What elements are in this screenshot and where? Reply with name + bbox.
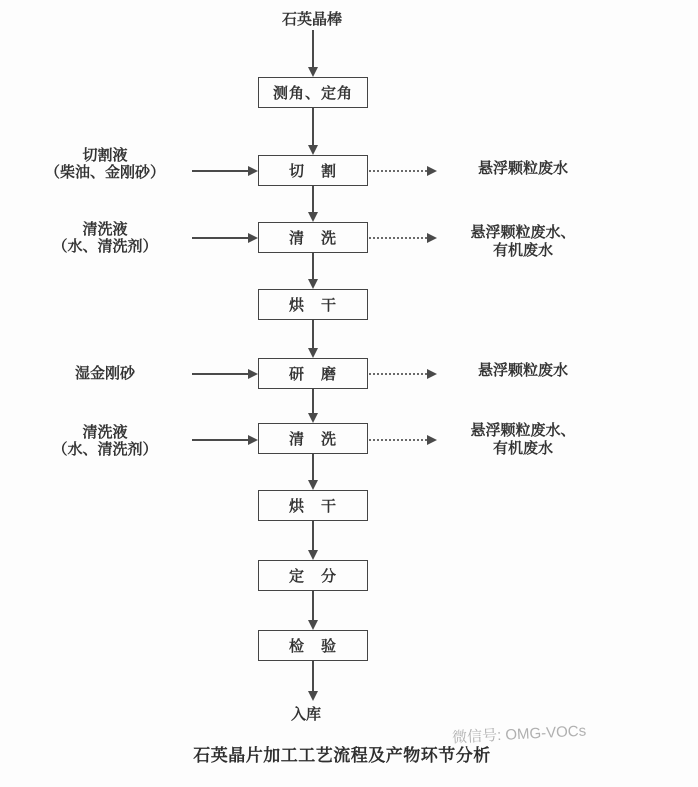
process-box-label: 测角、定角	[272, 85, 353, 102]
arrow-shaft	[192, 439, 248, 441]
arrow-down	[306, 591, 320, 630]
arrow-shaft	[192, 170, 248, 172]
input-label-wet-emery	[25, 365, 185, 382]
arrow-down	[306, 661, 320, 701]
end-node-label: 入库	[290, 706, 321, 723]
input-label-cutting-fluid	[25, 147, 185, 181]
input-label-cleaning-fluid-2	[25, 424, 185, 458]
dotted-arrow-right	[369, 232, 437, 243]
arrow-shaft	[312, 389, 314, 413]
process-box-drying-1	[258, 289, 368, 320]
watermark-text: 微信号: OMG-VOCs	[451, 722, 587, 747]
arrow-shaft	[312, 186, 314, 212]
arrow-down	[306, 521, 320, 560]
input-label-line1: 切割液	[82, 147, 128, 164]
process-box-angle-measure	[258, 77, 368, 108]
arrowhead-right-icon	[248, 369, 258, 379]
process-box-label: 烘 干	[288, 498, 337, 515]
arrowhead-down-icon	[308, 620, 318, 630]
arrowhead-right-icon	[427, 233, 437, 243]
dotted-arrow-shaft	[369, 439, 427, 441]
diagram-caption: 石英晶片加工工艺流程及产物环节分析	[193, 746, 491, 765]
dotted-arrow-shaft	[369, 373, 427, 375]
process-box-cleaning-2	[258, 423, 368, 454]
process-box-label: 清 洗	[288, 431, 337, 448]
output-label-line2: 有机废水	[492, 242, 553, 259]
process-box-cutting	[258, 155, 368, 186]
input-label-line1: 湿金刚砂	[74, 365, 135, 382]
arrow-right	[192, 434, 258, 445]
arrowhead-right-icon	[427, 435, 437, 445]
output-label-line1: 悬浮颗粒废水、	[470, 422, 576, 439]
process-box-label: 切 割	[288, 163, 337, 180]
arrowhead-down-icon	[308, 480, 318, 490]
dotted-arrow-shaft	[369, 170, 427, 172]
process-box-drying-2	[258, 490, 368, 521]
arrow-shaft	[312, 661, 314, 691]
arrowhead-down-icon	[308, 212, 318, 222]
arrowhead-down-icon	[308, 279, 318, 289]
process-box-inspection	[258, 630, 368, 661]
arrow-down	[306, 30, 320, 77]
arrow-shaft	[312, 253, 314, 279]
input-label-line1: 清洗液	[82, 221, 128, 238]
output-label-line1: 悬浮颗粒废水、	[470, 224, 576, 241]
process-box-grinding	[258, 358, 368, 389]
arrow-shaft	[312, 108, 314, 145]
input-label-cleaning-fluid-1	[25, 221, 185, 255]
arrow-down	[306, 320, 320, 358]
arrow-shaft	[312, 320, 314, 348]
arrowhead-right-icon	[248, 166, 258, 176]
input-label-line2: （水、清洗剂）	[52, 441, 158, 458]
output-label-line1: 悬浮颗粒废水	[477, 160, 568, 177]
arrow-down	[306, 186, 320, 222]
dotted-arrow-right	[369, 368, 437, 379]
arrow-shaft	[312, 30, 314, 67]
dotted-arrow-right	[369, 165, 437, 176]
arrow-right	[192, 165, 258, 176]
arrowhead-down-icon	[308, 145, 318, 155]
arrow-shaft	[312, 521, 314, 550]
arrowhead-right-icon	[427, 166, 437, 176]
input-label-line1: 清洗液	[82, 424, 128, 441]
output-label-suspended-and-organic-wastewater-1	[448, 224, 598, 260]
arrowhead-right-icon	[427, 369, 437, 379]
arrow-right	[192, 368, 258, 379]
output-label-suspended-and-organic-wastewater-2	[448, 422, 598, 458]
input-label-line2: （柴油、金刚砂）	[44, 164, 165, 181]
arrow-shaft	[192, 237, 248, 239]
process-box-label: 定 分	[288, 568, 337, 585]
arrowhead-down-icon	[308, 413, 318, 423]
arrowhead-right-icon	[248, 435, 258, 445]
dotted-arrow-right	[369, 434, 437, 445]
arrow-down	[306, 389, 320, 423]
output-label-suspended-particle-wastewater-2	[448, 362, 598, 380]
arrowhead-down-icon	[308, 348, 318, 358]
arrow-down	[306, 108, 320, 155]
input-label-line2: （水、清洗剂）	[52, 238, 158, 255]
process-box-label: 烘 干	[288, 297, 337, 314]
dotted-arrow-shaft	[369, 237, 427, 239]
arrowhead-down-icon	[308, 67, 318, 77]
arrow-shaft	[312, 591, 314, 620]
output-label-line1: 悬浮颗粒废水	[477, 362, 568, 379]
arrow-down	[306, 253, 320, 289]
arrow-shaft	[312, 454, 314, 480]
start-node-label: 石英晶棒	[281, 11, 342, 28]
output-label-suspended-particle-wastewater-1	[448, 160, 598, 178]
process-box-cleaning-1	[258, 222, 368, 253]
output-label-line2: 有机废水	[492, 440, 553, 457]
process-box-label: 检 验	[288, 638, 337, 655]
arrow-shaft	[192, 373, 248, 375]
arrow-right	[192, 232, 258, 243]
process-box-label: 研 磨	[288, 366, 337, 383]
arrowhead-right-icon	[248, 233, 258, 243]
arrowhead-down-icon	[308, 550, 318, 560]
arrowhead-down-icon	[308, 691, 318, 701]
arrow-down	[306, 454, 320, 490]
process-box-label: 清 洗	[288, 230, 337, 247]
process-box-sizing	[258, 560, 368, 591]
